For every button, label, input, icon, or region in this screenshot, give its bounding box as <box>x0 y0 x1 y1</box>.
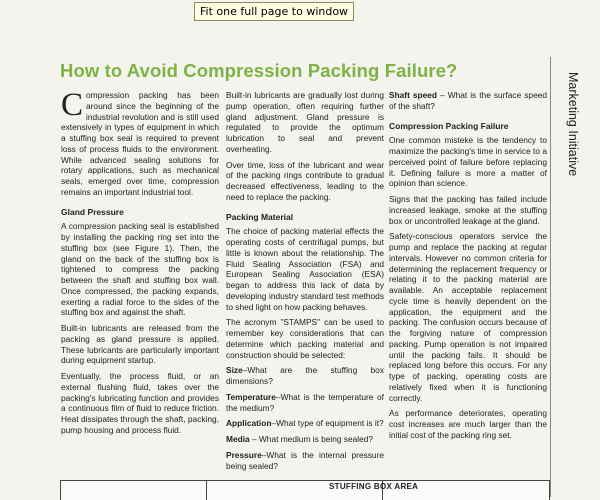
stamps-value: – What medium is being sealed? <box>249 434 374 444</box>
stamps-pressure <box>226 450 384 472</box>
heading-packing-failure: Compression Packing Failure <box>389 120 509 131</box>
section-side-label: Marketing Initiative <box>566 72 580 177</box>
column-2 <box>226 90 384 476</box>
heading-packing-material: Packing Material <box>226 211 294 222</box>
paragraph: Eventually, the process fluid, or an external flushing fluid, takes over the packing's lubricating function and provides a continuous film of fluid to reduce friction. Heat dissipates through the shaft, packing, pump housing and process fluid. <box>61 371 219 435</box>
stamps-temperature <box>226 392 384 414</box>
article-title: How to Avoid Compression Packing Failure? <box>60 60 458 81</box>
stamps-key: Size <box>226 365 243 376</box>
paragraph: The acronym "STAMPS" can be used to remember key considerations that can determine which packing material and construction should be selected: <box>226 317 384 360</box>
heading-gland-pressure: Gland Pressure <box>61 206 124 217</box>
stamps-key: Temperature <box>226 391 276 402</box>
paragraph: Built-in lubricants are gradually lost during pump operation, often requiring further gland adjustment. Gland pressure is regulated to provide the optimum lubrication to seal and prevent overheating. <box>226 90 384 154</box>
intro-text: ompression packing has been around since the beginning of the industrial revolution and is still used extensively in types of equipment in which a stuffing box seal is required to prevent loss of process fluids to the environment. While advanced sealing solutions for rotary applications, such as mechanical seals, emerged over time, compression remains an important industrial tool. <box>61 90 219 197</box>
column-3 <box>389 90 547 446</box>
paragraph: The choice of packing material effects the operating costs of centrifugal pumps, but little is known about the relationship. The Fluid Sealing Association (FSA) and European Sealing Association (ESA) began to address this lack of data by developing industry standard test methods to shed light on how packing behaves. <box>226 226 384 312</box>
stamps-value: –What is the temperature of the medium? <box>226 391 384 413</box>
diagram-label: STUFFING BOX AREA <box>329 482 419 491</box>
stamps-media <box>226 434 384 445</box>
stamps-key: Media <box>226 434 250 444</box>
column-1 <box>61 87 219 441</box>
drop-cap: C <box>61 87 84 123</box>
stamps-key: Application <box>226 418 272 429</box>
stamps-value: –What type of equipment is it? <box>271 418 384 429</box>
stamps-shaft-speed <box>389 90 547 112</box>
paragraph: Safety-conscious operators service the pump and replace the packing at regular intervals. However no common criteria for determining the replacement frequency or relating it to the packing material are available. An acceptable replacement cycle time is heavily dependent on the application, the equipment and the packing. The confusion occurs because of the forgiving nature of compression packing. Pump operation is not impaired until the packing fails. It should be replaced long before this occurs. For any type of packing, operating costs are relatively fixed when it is functioning correctly. <box>389 231 547 403</box>
stamps-application <box>226 418 384 429</box>
stamps-size <box>226 365 384 387</box>
intro-paragraph <box>61 87 219 198</box>
stamps-value: – What is the surface speed of the shaft? <box>389 90 547 111</box>
stuffing-box-diagram <box>60 480 550 500</box>
paragraph: Built-in lubricants are released from the packing as gland pressure is applied. These lubricants are particularly important during equipment startup. <box>61 323 219 366</box>
paragraph: Signs that the packing has failed include increased leakage, smoke at the stuffing box or uncontrolled leakage at the gland. <box>389 194 547 226</box>
stamps-value: –What is the internal pressure being sealed? <box>226 449 384 471</box>
paragraph: One common misteke is the tendency to maximize the packing's time in service to a perceived point of failure before replacing it. Defining failure is more a matter of opinion than science. <box>389 135 547 189</box>
stamps-key: Shaft speed <box>389 90 437 100</box>
paragraph: As performance deteriorates, operating cost increases are much larger than the initial cost of the packing ring set. <box>389 408 547 440</box>
paragraph: Over time, loss of the lubricant and wear of the packing rings contribute to gradual decreased effectiveness, leading to the need to replace the packing. <box>226 159 384 202</box>
fit-page-tooltip: Fit one full page to window <box>194 2 354 21</box>
stamps-value: –What are the stuffing box dimensions? <box>226 365 384 386</box>
side-divider <box>550 57 551 497</box>
paragraph: A compression packing seal is established by installing the packing ring set into the stuffing box (see Figure 1). Then, the gland on the back of the stuffing box is tightened to compress the packing between the shaft and stuffing box wall. Once compressed, the packing expands, exerting a radial force to the sides of the stuffing box and against the shaft. <box>61 221 219 318</box>
stamps-key: Pressure <box>226 449 262 460</box>
